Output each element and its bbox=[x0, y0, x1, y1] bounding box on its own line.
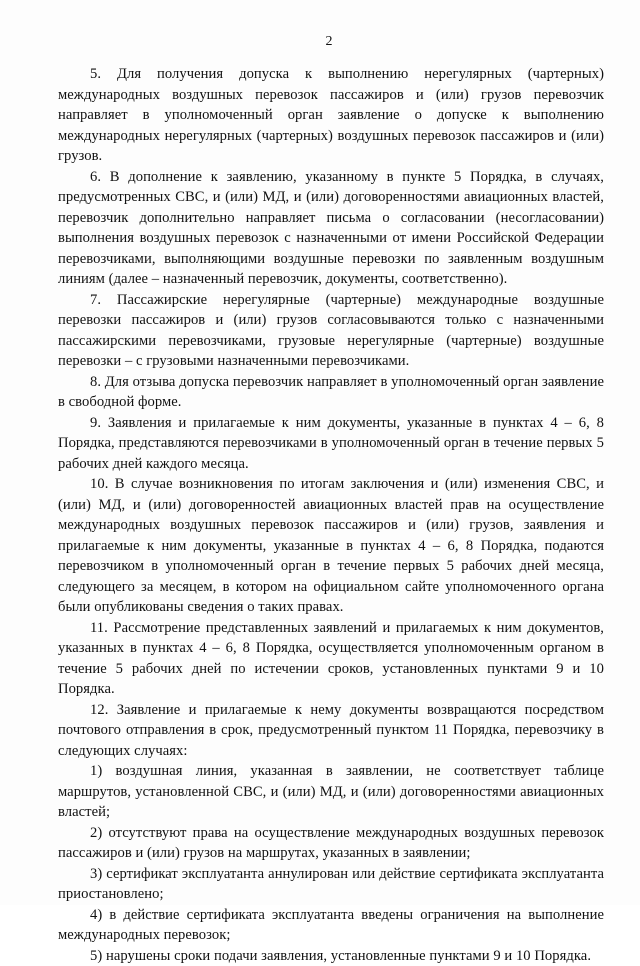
list-item-5: 5) нарушены сроки подачи заявления, установленные пунктами 9 и 10 Порядка. bbox=[58, 946, 604, 966]
list-item-4: 4) в действие сертификата эксплуатанта введены ограничения на выполнение международных перевозок; bbox=[58, 905, 604, 946]
page-number: 2 bbox=[54, 34, 604, 50]
paragraph-5: 5. Для получения допуска к выполнению нерегулярных (чартерных) международных воздушных перевозок пассажиров и (или) грузов перевозчик направляет в уполномоченный орган заявление о допуске к выполнению международных нерегулярных (чартерных) воздушных перевозок пассажиров и (или) грузов. bbox=[58, 64, 604, 167]
paragraph-10: 10. В случае возникновения по итогам заключения и (или) изменения СВС, и (или) МД, и (или) договоренностей авиационных властей прав на осуществление международных воздушных перевозок пассажиров и (или) грузов, заявления и прилагаемые к ним документы, указанные в пунктах 4 – 6, 8 Порядка, подаются перевозчиком в уполномоченный орган в течение первых 5 рабочих дней месяца, следующего за месяцем, в котором на официальном сайте уполномоченного органа были опубликованы сведения о таких правах. bbox=[58, 474, 604, 618]
paragraph-11: 11. Рассмотрение представленных заявлений и прилагаемых к ним документов, указанных в пунктах 4 – 6, 8 Порядка, осуществляется уполномоченным органом в течение 5 рабочих дней по истечении сроков, установленных пунктами 9 и 10 Порядка. bbox=[58, 618, 604, 700]
paragraph-8: 8. Для отзыва допуска перевозчик направляет в уполномоченный орган заявление в свободной форме. bbox=[58, 372, 604, 413]
list-item-3: 3) сертификат эксплуатанта аннулирован или действие сертификата эксплуатанта приостановлено; bbox=[58, 864, 604, 905]
paragraph-6: 6. В дополнение к заявлению, указанному в пункте 5 Порядка, в случаях, предусмотренных СВС, и (или) МД, и (или) договоренностями авиационных властей, перевозчик дополнительно направляет письма о согласовании (несогласовании) выполнения воздушных перевозок с назначенными от имени Российской Федерации перевозчиками, выполняющими воздушные перевозки по заявленным воздушным линиям (далее – назначенный перевозчик, документы, соответственно). bbox=[58, 167, 604, 290]
list-item-1: 1) воздушная линия, указанная в заявлении, не соответствует таблице маршрутов, установленной СВС, и (или) МД, и (или) договоренностями авиационных властей; bbox=[58, 761, 604, 823]
paragraph-12: 12. Заявление и прилагаемые к нему документы возвращаются посредством почтового отправления в срок, предусмотренный пунктом 11 Порядка, перевозчику в следующих случаях: bbox=[58, 700, 604, 762]
list-item-2: 2) отсутствуют права на осуществление международных воздушных перевозок пассажиров и (или) грузов на маршрутах, указанных в заявлении; bbox=[58, 823, 604, 864]
paragraph-9: 9. Заявления и прилагаемые к ним документы, указанные в пунктах 4 – 6, 8 Порядка, представляются перевозчиками в уполномоченный орган в течение первых 5 рабочих дней каждого месяца. bbox=[58, 413, 604, 475]
paragraph-7: 7. Пассажирские нерегулярные (чартерные) международные воздушные перевозки пассажиров и (или) грузов согласовываются только с назначенными пассажирскими перевозчиками, грузовые нерегулярные (чартерные) воздушные перевозки – с грузовыми назначенными перевозчиками. bbox=[58, 290, 604, 372]
